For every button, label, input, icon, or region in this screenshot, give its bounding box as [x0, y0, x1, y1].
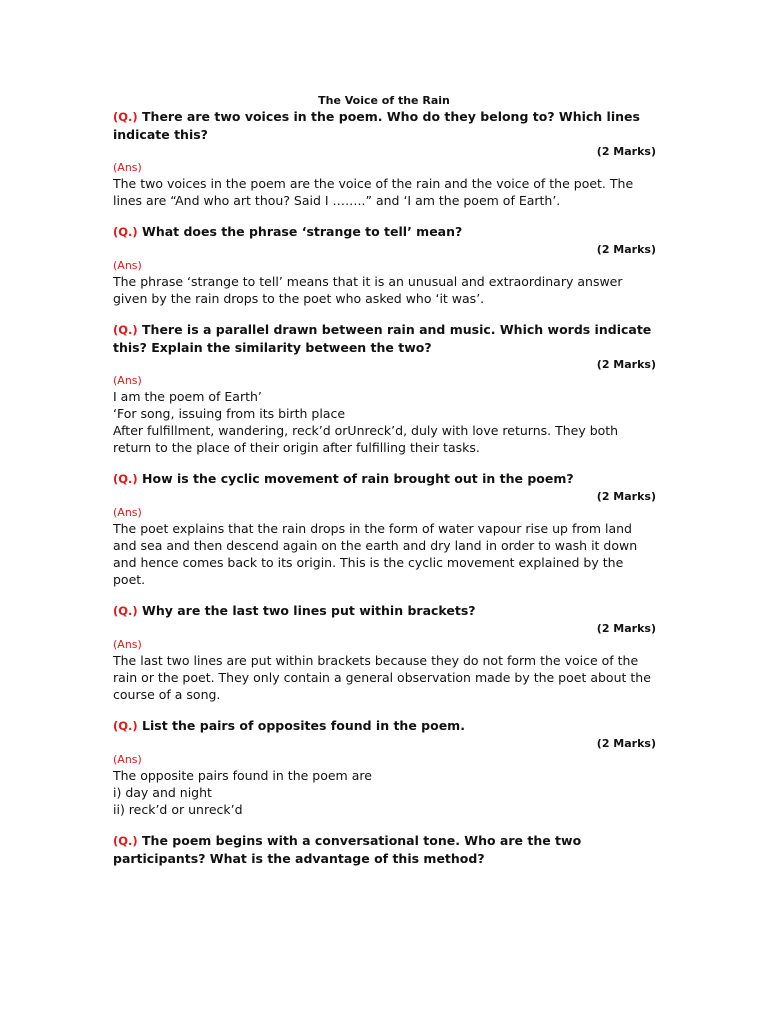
- answer-line: i) day and night: [113, 785, 212, 800]
- question-tag: (Q.): [113, 472, 138, 486]
- question-tag: (Q.): [113, 604, 138, 618]
- answer-text: [113, 520, 658, 588]
- answer-line: ii) reck’d or unreck’d: [113, 802, 243, 817]
- marks-label: (2 Marks): [596, 622, 656, 635]
- qa-item: [113, 321, 658, 456]
- question: [113, 321, 658, 356]
- question: [113, 717, 658, 735]
- answer-text: [113, 273, 658, 307]
- answer-text: [113, 767, 658, 818]
- question-tag: (Q.): [113, 834, 138, 848]
- answer-tag: (Ans): [113, 753, 142, 766]
- question-tag: (Q.): [113, 110, 138, 124]
- question: [113, 602, 658, 620]
- question: [113, 108, 658, 143]
- answer-line: The last two lines are put within brackets because they do not form the voice of the rain or the poet. They only contain a general observation made by the poet about the course of a song.: [113, 653, 651, 702]
- answer-line: After fulfillment, wandering, reck’d orUnreck’d, duly with love returns. They both return to the place of their origin after fulfilling their tasks.: [113, 423, 619, 455]
- answer-tag: (Ans): [113, 259, 142, 272]
- page-title: The Voice of the Rain: [318, 94, 450, 107]
- answer-line: The phrase ‘strange to tell’ means that it is an unusual and extraordinary answer given by the rain drops to the poet who asked who ‘it was’.: [113, 274, 623, 306]
- qa-item: [113, 108, 658, 209]
- question: [113, 832, 658, 867]
- answer-text: [113, 175, 658, 209]
- answer-line: The two voices in the poem are the voice of the rain and the voice of the poet. The lines are “And who art thou? Said I ……..” and ‘I am the poem of Earth’.: [113, 176, 634, 208]
- answer-line: ‘For song, issuing from its birth place: [113, 406, 346, 421]
- marks-label: (2 Marks): [596, 145, 656, 158]
- answer-text: [113, 652, 658, 703]
- question-text: Why are the last two lines put within brackets?: [142, 603, 476, 618]
- question-text: There are two voices in the poem. Who do they belong to? Which lines indicate this?: [113, 109, 640, 142]
- question-text: List the pairs of opposites found in the poem.: [142, 718, 465, 733]
- question-tag: (Q.): [113, 323, 138, 337]
- question-tag: (Q.): [113, 225, 138, 239]
- answer-tag: (Ans): [113, 161, 142, 174]
- question-tag: (Q.): [113, 719, 138, 733]
- answer-tag: (Ans): [113, 638, 142, 651]
- question: [113, 223, 658, 241]
- answer-line: I am the poem of Earth’: [113, 389, 262, 404]
- marks-label: (2 Marks): [596, 358, 656, 371]
- answer-text: [113, 388, 658, 456]
- question: [113, 470, 658, 488]
- question-text: The poem begins with a conversational tone. Who are the two participants? What is the advantage of this method?: [113, 833, 582, 866]
- answer-line: The opposite pairs found in the poem are: [113, 768, 372, 783]
- qa-list: [113, 108, 658, 881]
- question-text: What does the phrase ‘strange to tell’ mean?: [142, 224, 463, 239]
- answer-line: The poet explains that the rain drops in the form of water vapour rise up from land and sea and then descend again on the earth and dry land in order to wash it down and hence comes back to its origin. This is the cyclic movement explained by the poet.: [113, 521, 638, 587]
- question-text: How is the cyclic movement of rain brought out in the poem?: [142, 471, 574, 486]
- marks-label: (2 Marks): [596, 737, 656, 750]
- answer-tag: (Ans): [113, 374, 142, 387]
- qa-item: [113, 223, 658, 307]
- marks-label: (2 Marks): [596, 490, 656, 503]
- question-text: There is a parallel drawn between rain and music. Which words indicate this? Explain the similarity between the two?: [113, 322, 652, 355]
- qa-item: [113, 470, 658, 588]
- marks-label: (2 Marks): [596, 243, 656, 256]
- qa-item: [113, 832, 658, 867]
- qa-item: [113, 602, 658, 703]
- answer-tag: (Ans): [113, 506, 142, 519]
- qa-item: [113, 717, 658, 818]
